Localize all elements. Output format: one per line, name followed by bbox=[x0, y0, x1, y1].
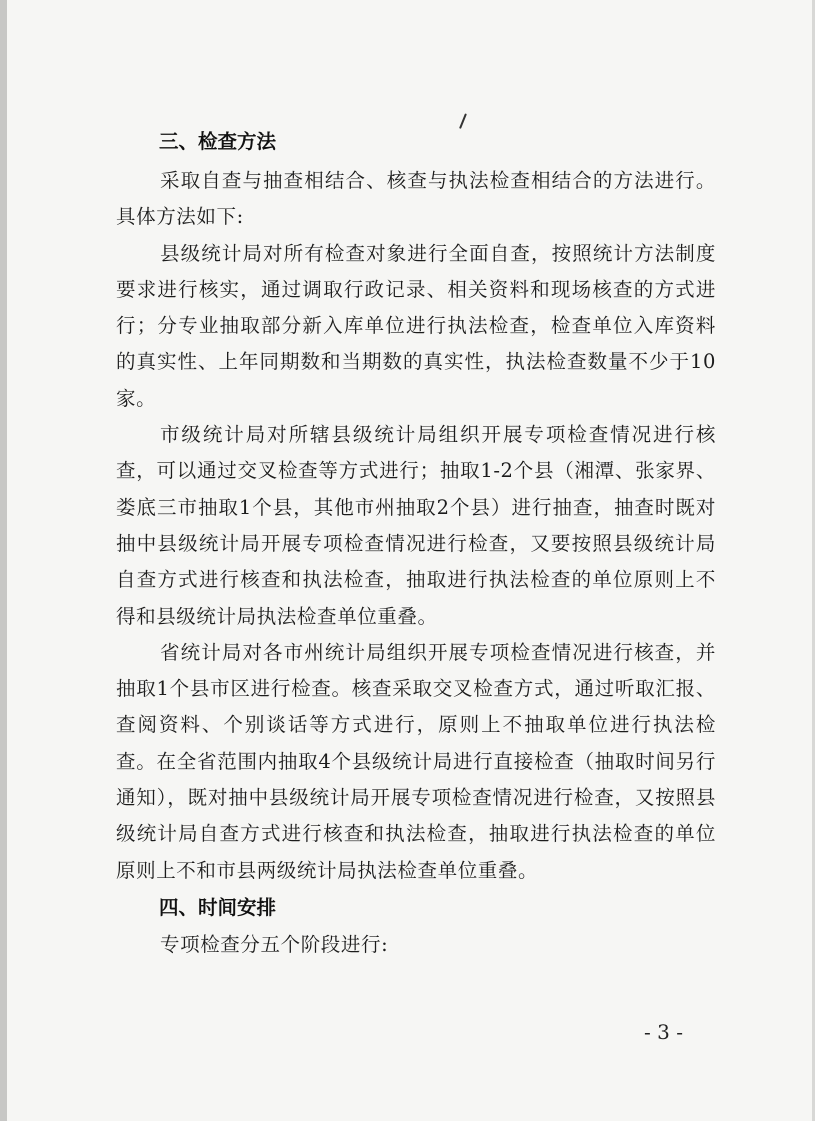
document-body bbox=[116, 125, 716, 963]
scan-left-edge bbox=[0, 0, 7, 1121]
section-3-heading: 三、检查方法 bbox=[159, 130, 277, 153]
page-number: - 3 - bbox=[644, 1020, 683, 1044]
section-4-paragraph-1: 专项检查分五个阶段进行: bbox=[160, 932, 389, 956]
section-4-heading: 四、时间安排 bbox=[159, 895, 277, 919]
section-3-paragraph-2: 县级统计局对所有检查对象进行全面自查，按照统计方法制度要求进行核实，通过调取行政记录、相关资料和现场核查的方式进行；分专业抽取部分新入库单位进行执法检查，检查单位入库资料的真实性、上年同期数和当期数的真实性，执法检查数量不少于10家。 bbox=[116, 241, 716, 410]
section-3-paragraph-3: 市级统计局对所辖县级统计局组织开展专项检查情况进行核查，可以通过交叉检查等方式进行；抽取1-2个县（湘潭、张家界、娄底三市抽取1个县，其他市州抽取2个县）进行抽查，抽查时既对抽中县级统计局开展专项检查情况进行检查，又要按照县级统计局自查方式进行核查和执法检查，抽取进行执法检查的单位原则上不得和县级统计局执法检查单位重叠。 bbox=[116, 423, 716, 628]
section-3-paragraph-4: 省统计局对各市州统计局组织开展专项检查情况进行核查，并抽取1个县市区进行检查。核查采取交叉检查方式，通过听取汇报、查阅资料、个别谈话等方式进行，原则上不抽取单位进行执法检查。在全省范围内抽取4个县级统计局进行直接检查（抽取时间另行通知），既对抽中县级统计局开展专项检查情况进行检查，又按照县级统计局自查方式进行核查和执法检查，抽取进行执法检查的单位原则上不和市县两级统计局执法检查单位重叠。 bbox=[116, 640, 716, 882]
section-3-paragraph-1: 采取自查与抽查相结合、核查与执法检查相结合的方法进行。具体方法如下: bbox=[116, 169, 716, 229]
